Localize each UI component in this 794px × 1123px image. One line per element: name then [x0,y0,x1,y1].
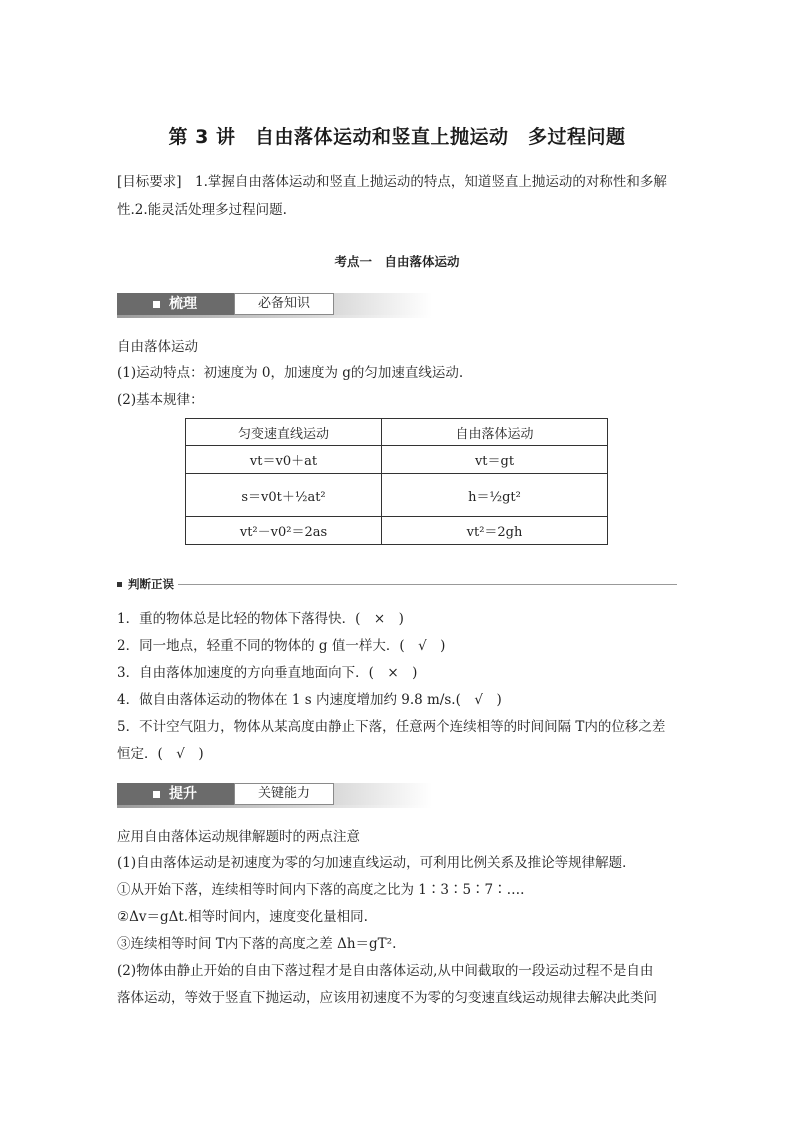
judge-item: 3．自由落体加速度的方向垂直地面向下．( × ) [117,665,418,681]
bar-dark-label: 提升 [169,786,197,802]
judge-item: 恒定．( √ ) [117,746,204,762]
free-fall-heading: 自由落体运动 [117,339,198,355]
free-fall-p2: (2)基本规律： [117,392,204,408]
section-bar-improve [117,783,432,805]
table-row [186,474,608,517]
notes-line: (2)物体由静止开始的自由下落过程才是自由落体运动,从中间截取的一段运动过程不是自由 [117,963,654,979]
goal-line-2: 性.2.能灵活处理多过程问题. [117,202,287,218]
bar-light-label: 关键能力 [234,783,334,805]
free-fall-p1: (1)运动特点：初速度为 0，加速度为 g的匀加速直线运动. [117,365,464,381]
bar-dark-label: 梳理 [169,296,197,312]
judge-heading: 判断正误 [117,576,178,592]
notes-line: ③连续相等时间 T内下落的高度之差 Δh＝gT². [117,936,397,952]
table-cell: h＝½gt² [382,474,608,517]
notes-line: 落体运动，等效于竖直下抛运动，应该用初速度不为零的匀变速直线运动规律去解决此类问 [117,990,657,1006]
table-cell: s＝v0t＋½at² [186,474,382,517]
table-header-row [186,419,608,446]
table-cell: vt＝gt [382,446,608,474]
notes-line: ②Δv＝gΔt.相等时间内，速度变化量相同. [117,909,368,925]
page-title: 第 3 讲 自由落体运动和竖直上抛运动 多过程问题 [168,126,626,148]
table-header-cell: 匀变速直线运动 [186,419,382,446]
judge-item: 1．重的物体总是比轻的物体下落得快．( × ) [117,611,404,627]
judge-item: 5．不计空气阻力，物体从某高度由静止下落，任意两个连续相等的时间间隔 T内的位移之差 [117,719,666,735]
divider [117,584,677,585]
table-cell: vt²＝2gh [382,517,608,545]
square-bullet-icon [117,582,122,587]
bar-light-label: 必备知识 [234,293,334,315]
section-heading-1: 考点一 自由落体运动 [334,254,460,269]
table-cell: vt＝v0＋at [186,446,382,474]
table-header-cell: 自由落体运动 [382,419,608,446]
square-bullet-icon [153,791,160,798]
judge-item: 2．同一地点，轻重不同的物体的 g 值一样大．( √ ) [117,638,446,654]
table-row [186,446,608,474]
table-cell: vt²－v0²＝2as [186,517,382,545]
goal-line-1: [目标要求] 1.掌握自由落体运动和竖直上抛运动的特点，知道竖直上抛运动的对称性和多解 [117,174,667,190]
table-row [186,517,608,545]
rules-table [185,418,608,545]
section-bar-review [117,293,432,315]
notes-heading: 应用自由落体运动规律解题时的两点注意 [117,829,360,845]
square-bullet-icon [153,301,160,308]
judge-item: 4．做自由落体运动的物体在 1 s 内速度增加约 9.8 m/s.( √ ) [117,692,502,708]
notes-line: (1)自由落体运动是初速度为零的匀加速直线运动，可利用比例关系及推论等规律解题． [117,855,636,871]
notes-line: ①从开始下落，连续相等时间内下落的高度之比为 1∶3∶5∶7∶…. [117,882,525,898]
